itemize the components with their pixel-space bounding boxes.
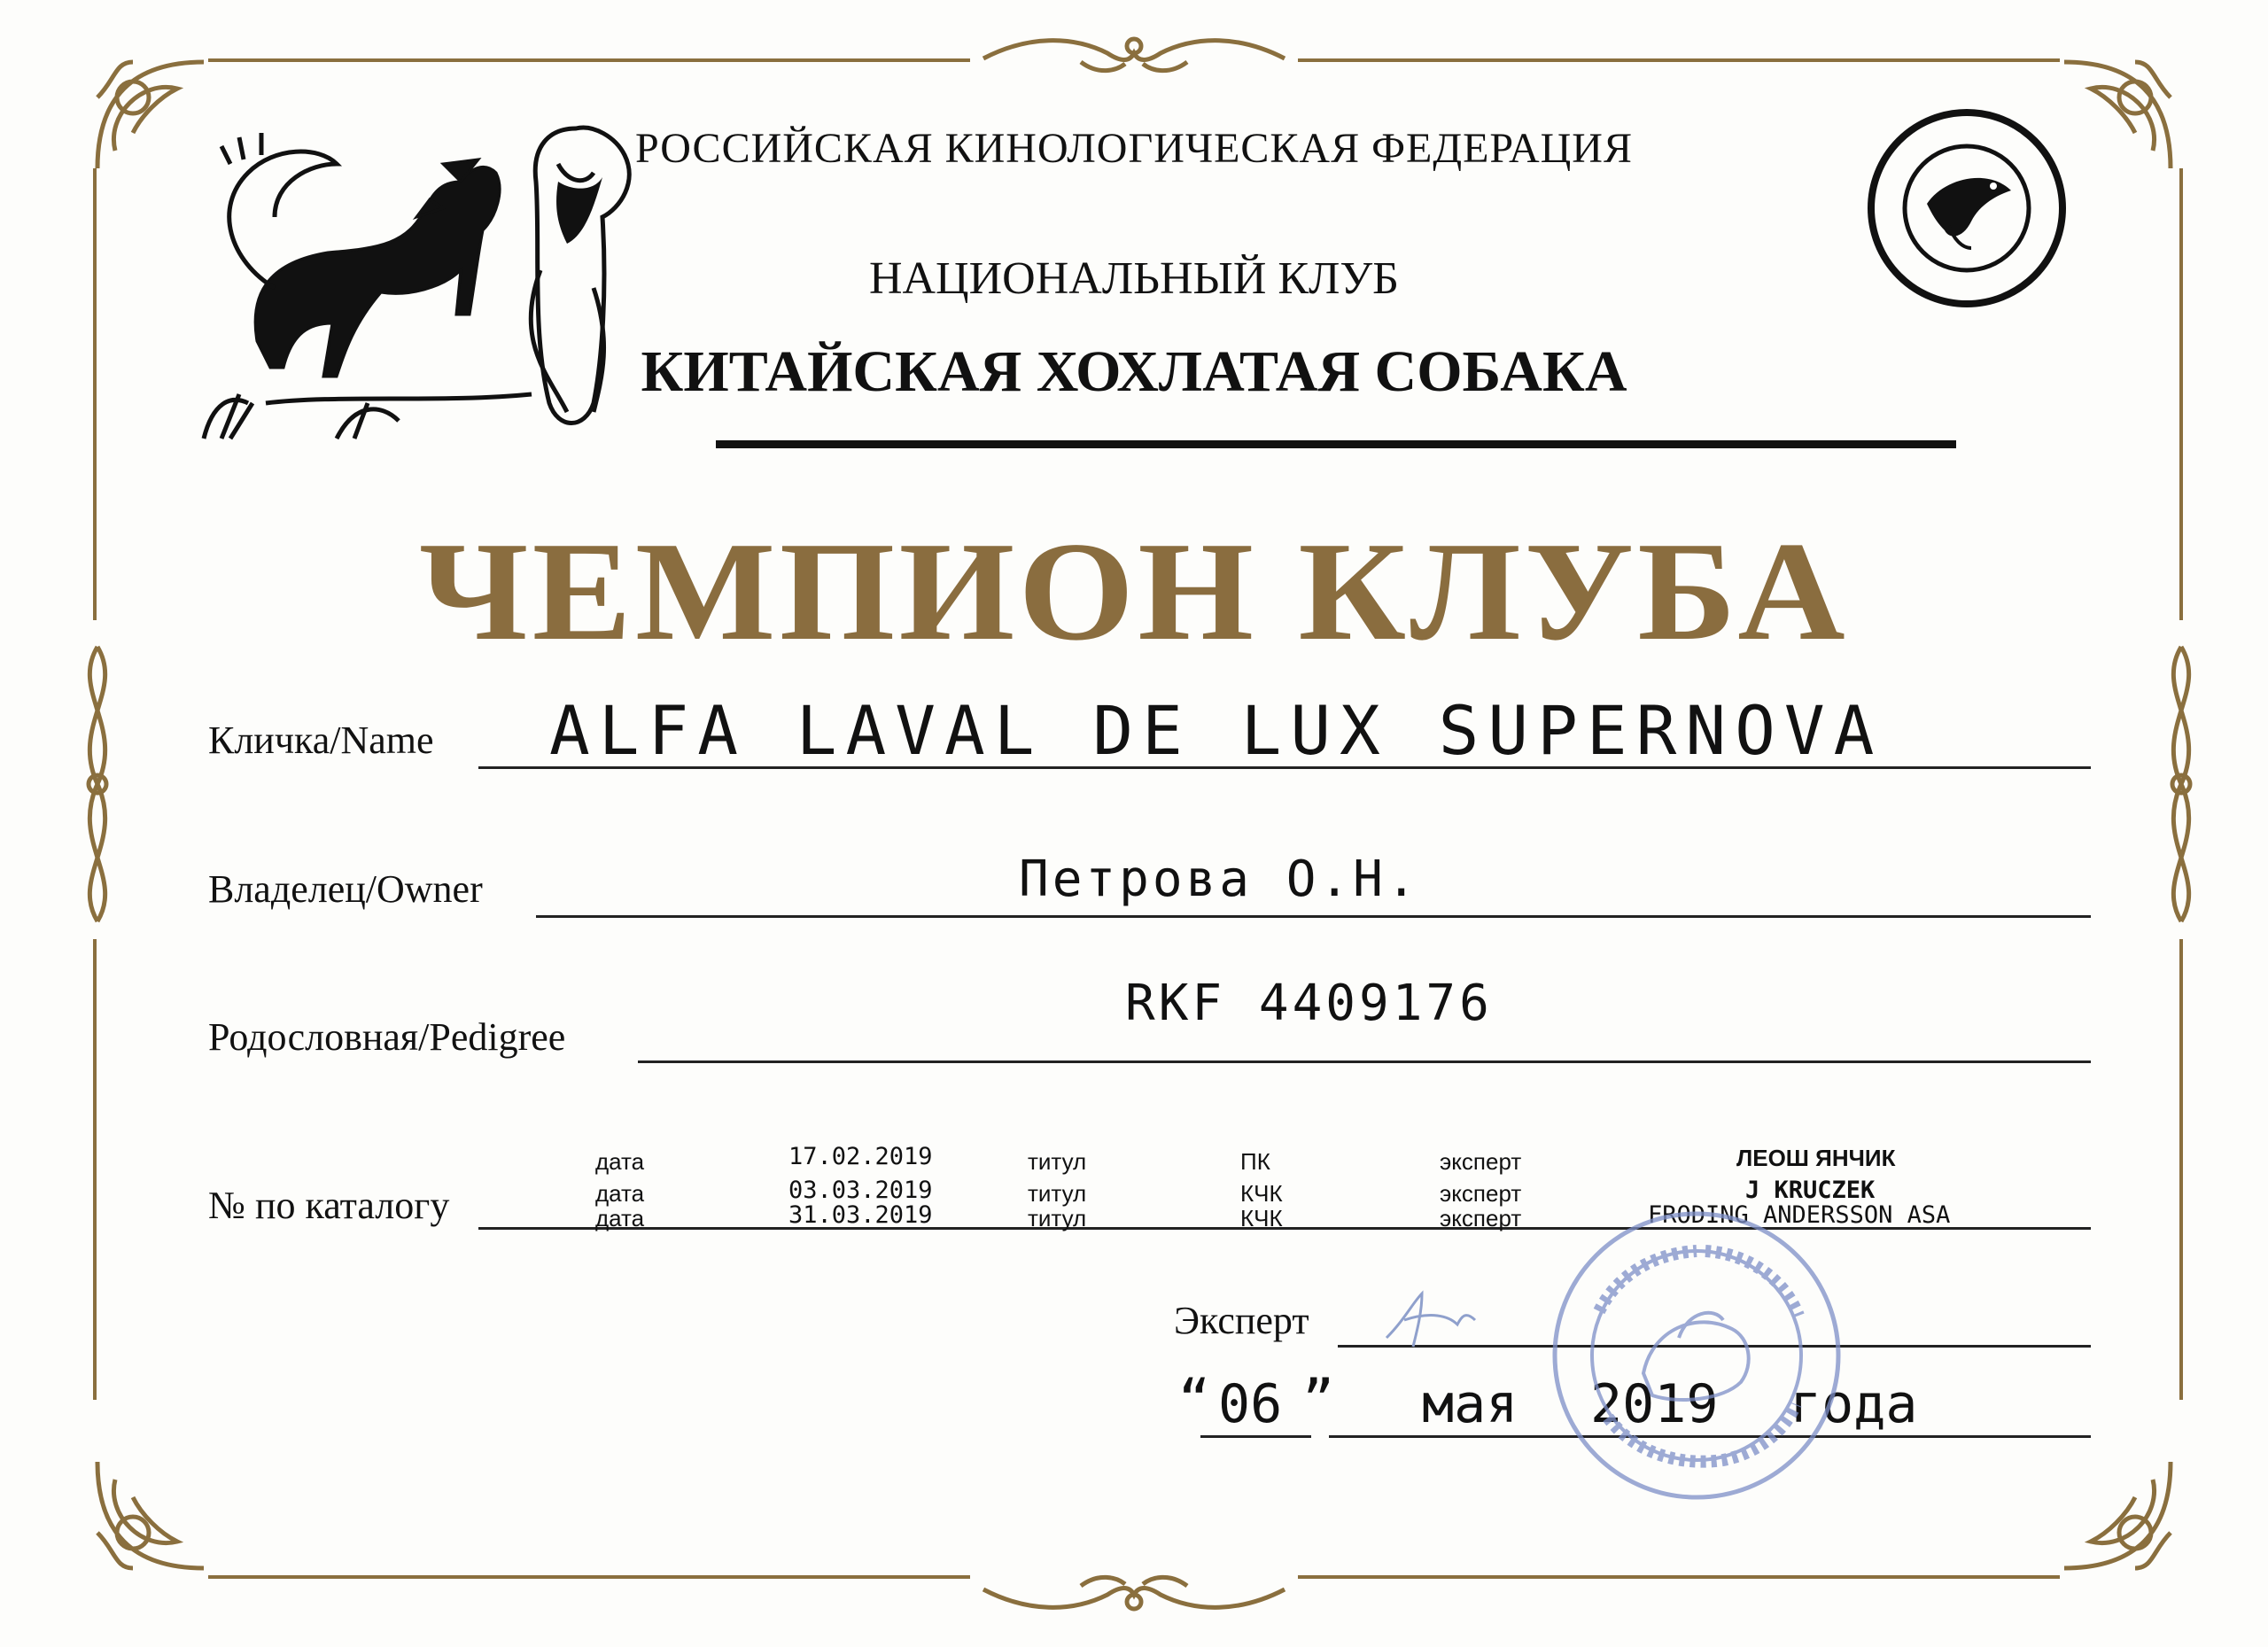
expert-label: эксперт [1440, 1148, 1522, 1175]
date-value: 17.02.2019 [788, 1143, 933, 1170]
date-label: дата [595, 1205, 645, 1231]
expert-value: J KRUCZEK [1745, 1177, 1876, 1204]
header-divider [716, 440, 1956, 448]
owner-label: Владелец/Owner [208, 867, 483, 911]
title-value: КЧК [1240, 1205, 1283, 1231]
expert-label-main: Эксперт [1174, 1299, 1309, 1342]
expert-value: FRODING ANDERSSON ASA [1648, 1201, 1951, 1229]
name-label: Кличка/Name [208, 719, 434, 762]
date-close-quote: ” [1302, 1369, 1335, 1431]
expert-label: эксперт [1440, 1205, 1522, 1231]
date-value: 31.03.2019 [788, 1201, 933, 1229]
title-value: КЧК [1240, 1180, 1283, 1207]
ornament-top-center-icon [975, 27, 1293, 80]
date-suffix: года [1790, 1373, 1918, 1435]
club-title-line2: КИТАЙСКАЯ ХОХЛАТАЯ СОБАКА [641, 339, 1627, 404]
title-value: ПК [1240, 1148, 1270, 1175]
date-year: 2019 [1590, 1373, 1719, 1435]
expert-label: эксперт [1440, 1180, 1522, 1207]
title-label: титул [1028, 1205, 1087, 1231]
ornament-bottom-left-icon [80, 1444, 221, 1586]
expert-signature [1378, 1285, 1493, 1356]
date-day-underline [1200, 1435, 1311, 1438]
ornament-bottom-right-icon [2047, 1444, 2188, 1586]
owner-underline [536, 915, 2091, 918]
title-label: титул [1028, 1148, 1087, 1175]
ornament-right-middle-icon [2146, 638, 2217, 930]
club-stamp [1546, 1205, 1847, 1506]
certificate-title: ЧЕМПИОН КЛУБА [419, 512, 1849, 670]
organization-title: РОССИЙСКАЯ КИНОЛОГИЧЕСКАЯ ФЕДЕРАЦИЯ [635, 125, 1633, 172]
date-label: дата [595, 1180, 645, 1207]
pedigree-label: Родословная/Pedigree [208, 1015, 566, 1059]
date-month: мая [1422, 1373, 1518, 1435]
name-value: ALFA LAVAL DE LUX SUPERNOVA [549, 691, 1884, 770]
pedigree-underline [638, 1060, 2091, 1063]
club-title-line1: НАЦИОНАЛЬНЫЙ КЛУБ [868, 253, 1400, 304]
ornament-bottom-center-icon [975, 1568, 1293, 1621]
owner-value: Петрова О.Н. [1019, 851, 1420, 908]
ornament-left-middle-icon [62, 638, 133, 930]
expert-value: ЛЕОШ ЯНЧИК [1736, 1145, 1896, 1171]
date-open-quote: “ [1178, 1369, 1211, 1431]
date-label: дата [595, 1148, 645, 1175]
date-day: 06 [1218, 1373, 1283, 1435]
pedigree-value: RKF 4409176 [1125, 975, 1493, 1032]
date-value: 03.03.2019 [788, 1177, 933, 1204]
title-label: титул [1028, 1180, 1087, 1207]
catalog-label: № по каталогу [208, 1184, 450, 1227]
